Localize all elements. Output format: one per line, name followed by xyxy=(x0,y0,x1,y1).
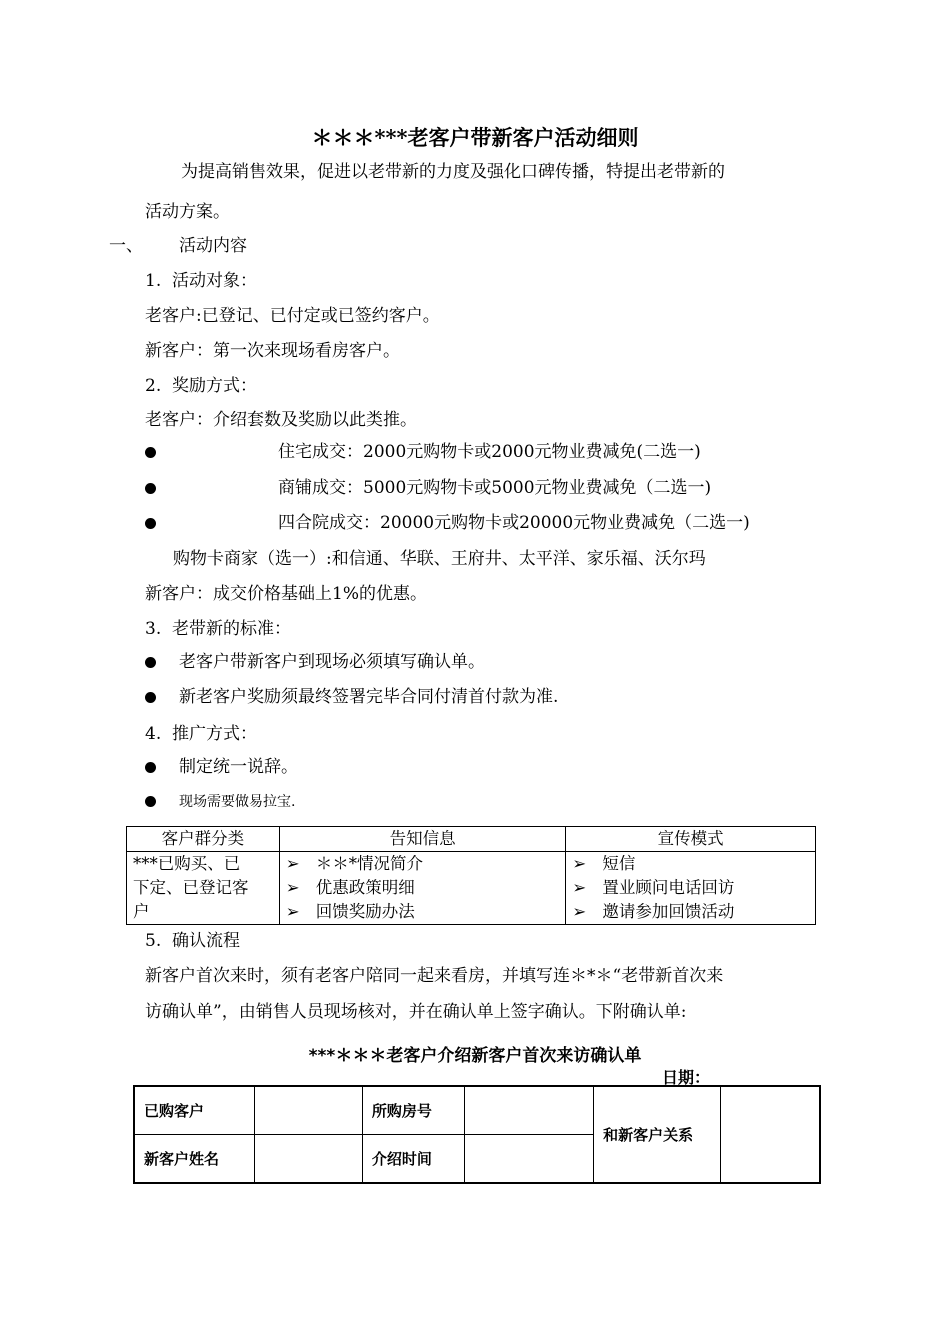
room-field[interactable] xyxy=(464,1086,594,1135)
bullet-icon xyxy=(145,657,156,668)
item1-heading: 1. 活动对象： xyxy=(145,271,258,291)
item1-new-customer: 新客户：第一次来现场看房客户。 xyxy=(145,341,400,361)
customer-group-line: 户 xyxy=(133,902,150,921)
section-heading: 活动内容 xyxy=(179,236,247,256)
customer-group-line: ***已购买、已 xyxy=(133,854,241,873)
header-customer-group: 客户群分类 xyxy=(127,827,280,852)
reward-shop: 商铺成交：5000元购物卡或5000元物业费减免（二选一) xyxy=(278,478,712,498)
info-text: 回馈奖励办法 xyxy=(315,902,415,921)
date-label: 日期： xyxy=(662,1068,711,1087)
item2-heading: 2. 奖励方式： xyxy=(145,376,258,396)
list-item xyxy=(572,852,809,876)
arrow-bullet-icon: ➢ xyxy=(572,854,587,873)
info-text: 优惠政策明细 xyxy=(315,878,415,897)
arrow-bullet-icon: ➢ xyxy=(285,902,300,921)
list-item xyxy=(572,876,809,900)
intro-time-label: 介绍时间 xyxy=(362,1135,464,1184)
new-customer-field[interactable] xyxy=(255,1135,363,1184)
list-item xyxy=(286,876,560,900)
header-info: 告知信息 xyxy=(279,827,566,852)
reward-courtyard: 四合院成交：20000元购物卡或20000元物业费减免（二选一) xyxy=(278,513,750,533)
item5-line-1: 新客户首次来时，须有老客户陪同一起来看房，并填写连＊*＊“老带新首次来 xyxy=(145,966,724,986)
item4-heading: 4. 推广方式： xyxy=(145,724,258,744)
page-title: ＊＊＊***老客户带新客户活动细则 xyxy=(311,125,639,150)
arrow-bullet-icon: ➢ xyxy=(285,854,300,873)
list-item xyxy=(286,852,560,876)
item4-bullet: 现场需要做易拉宝. xyxy=(179,794,296,810)
item5-heading: 5. 确认流程 xyxy=(145,931,241,951)
relation-label: 和新客户关系 xyxy=(594,1086,721,1183)
bullet-icon xyxy=(145,796,156,807)
arrow-bullet-icon: ➢ xyxy=(572,878,587,897)
info-text: ＊＊*情况简介 xyxy=(315,854,424,873)
list-item xyxy=(286,900,560,924)
info-cell xyxy=(279,852,566,925)
mode-text: 邀请参加回馈活动 xyxy=(602,902,735,921)
section-number: 一、 xyxy=(109,236,143,256)
item3-bullet: 新老客户奖励须最终签署完毕合同付清首付款为准. xyxy=(179,687,559,707)
confirmation-form-table xyxy=(133,1085,821,1184)
mode-text: 短信 xyxy=(602,854,636,873)
old-customer-field[interactable] xyxy=(255,1086,363,1135)
relation-field[interactable] xyxy=(720,1086,820,1183)
reward-residential: 住宅成交：2000元购物卡或2000元物业费减免(二选一) xyxy=(278,442,701,462)
table-row xyxy=(127,852,816,925)
merchant-list: 购物卡商家（选一）:和信通、华联、王府井、太平洋、家乐福、沃尔玛 xyxy=(173,549,706,569)
form-row xyxy=(134,1086,820,1135)
form-title: ***＊＊＊老客户介绍新客户首次来访确认单 xyxy=(308,1046,642,1066)
bullet-icon xyxy=(145,447,156,458)
bullet-icon xyxy=(145,518,156,529)
item3-bullet: 老客户带新客户到现场必须填写确认单。 xyxy=(179,652,485,672)
intro-line-2: 活动方案。 xyxy=(145,202,230,222)
intro-time-field[interactable] xyxy=(464,1135,594,1184)
room-label: 所购房号 xyxy=(362,1086,464,1135)
item2-old-customer: 老客户：介绍套数及奖励以此类推。 xyxy=(145,410,417,430)
table-header-row xyxy=(127,827,816,852)
arrow-bullet-icon: ➢ xyxy=(572,902,587,921)
item4-bullet: 制定统一说辞。 xyxy=(179,757,298,777)
customer-group-cell xyxy=(127,852,280,925)
intro-line-1: 为提高销售效果，促进以老带新的力度及强化口碑传播，特提出老带新的 xyxy=(181,162,725,182)
item3-heading: 3. 老带新的标准： xyxy=(145,619,292,639)
bullet-icon xyxy=(145,483,156,494)
mode-text: 置业顾问电话回访 xyxy=(602,878,735,897)
arrow-bullet-icon: ➢ xyxy=(285,878,300,897)
item1-old-customer: 老客户:已登记、已付定或已签约客户。 xyxy=(145,306,440,326)
bullet-icon xyxy=(145,692,156,703)
bullet-icon xyxy=(145,762,156,773)
item2-new-customer: 新客户：成交价格基础上1%的优惠。 xyxy=(145,584,427,604)
new-customer-label: 新客户姓名 xyxy=(134,1135,255,1184)
customer-group-line: 下定、已登记客 xyxy=(133,878,249,897)
promotion-table xyxy=(126,826,816,925)
list-item xyxy=(572,900,809,924)
item5-line-2: 访确认单”，由销售人员现场核对，并在确认单上签字确认。下附确认单: xyxy=(145,1002,687,1022)
mode-cell xyxy=(566,852,816,925)
header-mode: 宣传模式 xyxy=(566,827,816,852)
old-customer-label: 已购客户 xyxy=(134,1086,255,1135)
